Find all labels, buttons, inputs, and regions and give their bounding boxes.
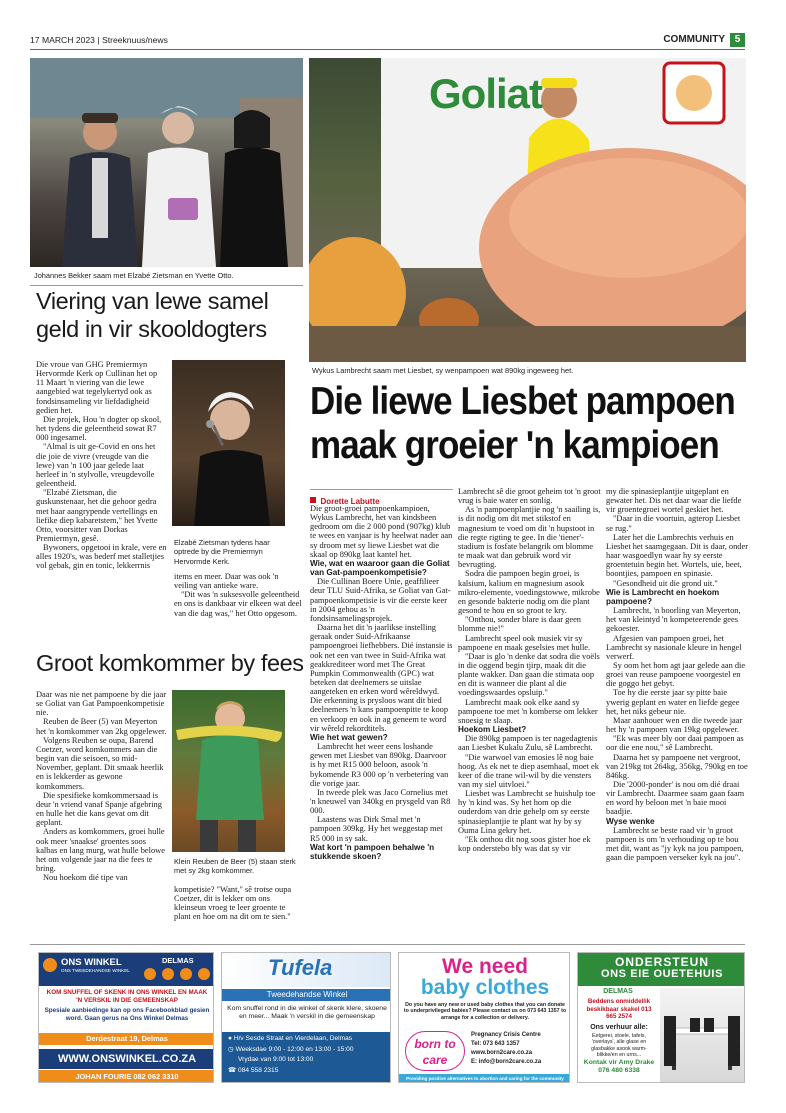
- facebook-icon[interactable]: [144, 968, 156, 980]
- story3-col1: [310, 504, 453, 940]
- story3-paragraph: Daarna het sy pampoene net vergroot, van 219kg tot 264kg, 356kg, 790kg en toe 846kg.: [606, 752, 748, 780]
- tufela-text: Kom snuffel rond in die winkel of skenk klere, skoene en meer... Maak 'n verskil in die gemeenskap: [227, 1005, 387, 1021]
- story1-col1: [36, 360, 167, 665]
- tufela-phone-text: 084 558 2315: [238, 1067, 279, 1074]
- story3-headline: Die liewe Liesbet pampoen maak groeier 'n kampioen: [310, 380, 735, 467]
- story3-paragraph: Lambrecht, 'n boorling van Meyerton, het van kleintyd 'n kompeteerende gees gekoester.: [606, 606, 741, 634]
- born2care-title2: baby clothes: [420, 976, 550, 999]
- story2-paragraph: Reuben de Beer (5) van Meyerton het 'n komkommer van 2kg opgelewer.: [36, 717, 167, 736]
- tufela-address-text: H/v Sesde Straat en Vierdelaan, Delmas: [233, 1035, 353, 1042]
- onswinkel-contact: JOHAN FOURIE 082 062 3310: [39, 1070, 214, 1083]
- ouetehuis-sale-title: Ons verhuur alle:: [590, 1024, 648, 1031]
- tufela-address: [228, 1035, 388, 1043]
- story3-paragraph: Lambrecht se beste raad vir 'n groot pampoen is om 'n verhouding op te bou met dit, want as "jy kyk na jou pampoen, gaan die pampoen verseker kyk na jou".: [606, 825, 744, 863]
- story2-paragraph: Anders as komkommers, groei hulle ook meer 'snaakse' groentes soos kalbas en lang murg, wat hulle belowe het om volgende jaar na die fees te bring.: [36, 827, 165, 873]
- story2-paragraph: Daar was nie net pampoene by die jaar se Goliat van Gat Pampoenkompetisie nie.: [36, 690, 166, 718]
- ouetehuis-town: DELMAS: [603, 988, 633, 995]
- born2care-title1: We need: [442, 955, 528, 978]
- story3-subheading: Wie is Lambrecht en hoekom pampoene?: [606, 587, 720, 606]
- story3-paragraph: Maar aanhouer wen en die tweede jaar het hy 'n pampoen van 19kg opgelewer.: [606, 715, 743, 735]
- header-rule: [30, 49, 745, 50]
- dining-table-photo: [660, 988, 744, 1082]
- story3-paragraph: "Ek onthou dit nog soos gister hoe ek kop onderstebo bly was dat sy vir: [458, 834, 591, 854]
- pumpkin-photo-banner: Goliat: [429, 70, 543, 117]
- story2-paragraph: kompetisie? "Want," sê trotse oupa Coetzer, dit is lekker om ons kleinseun vroeg te leer groente te plant en hoe om na dit om te sien.": [174, 885, 292, 922]
- tufela-hours1: [228, 1046, 388, 1054]
- story3-paragraph: Lambrecht het weer eens loshande gewen met Liesbet van 890kg. Daarvoor is hy met R15 000 beloon, asook 'n bykomende R3 000 op 'n verbetering van die vorige jaar.: [310, 742, 449, 788]
- pumpkin-photo: [309, 58, 746, 362]
- tufela-subtitle: Tweedehandse Winkel: [222, 989, 391, 1001]
- ads-rule: [30, 944, 745, 945]
- story3-subheading: Wat kort 'n pampoen behalwe 'n stukkende skoen?: [310, 842, 435, 861]
- story3-subheading: Wie het wat gewen?: [310, 732, 388, 742]
- story3-paragraph: Laastens was Dirk Smal met 'n pampoen 309kg. Hy het weggestap met R5 000 in sy sak.: [310, 815, 443, 843]
- story3-paragraph: "Daar is glo 'n denke dat sodra die voëls in die oggend begin tjirp, maak dit die plante wakker. Dan gaan die stimata oop en dit is wanneer die plant al die voedingswaardes opsluip.": [458, 651, 600, 698]
- phone-icon: ☎: [228, 1067, 239, 1074]
- onswinkel-brand: ONS WINKEL: [61, 957, 122, 968]
- page-number: 5: [730, 33, 745, 47]
- header-date: 17 MARCH 2023 | Streeknuus/news: [30, 35, 168, 45]
- byline-author: Dorette Labutte: [320, 497, 380, 506]
- story3-paragraph: Sy oom het hom agt jaar gelede aan die groei van reuse pampoene voorgestel en die goggo het gebyt.: [606, 660, 746, 689]
- party-photo-figures: [30, 58, 303, 267]
- story3-paragraph: Liesbet was Lambrecht se huishulp toe hy 'n kind was. Sy het hom op die ouderdom van drie gehelp om sy eerste spinasieplantjie te plant wat hy by sy Ouma Lina gekry het.: [458, 789, 596, 835]
- byline-marker: [310, 497, 316, 503]
- story3-byline: [310, 489, 453, 506]
- story3-paragraph: Lambrecht speel ook musiek vir sy pampoene en maak geselsies met hulle.: [458, 633, 591, 652]
- pumpkin-photo-caption: Wykus Lambrecht saam met Liesbet, sy wenpampoen wat 890kg ingeweeg het.: [312, 366, 574, 375]
- story3-paragraph: Lambrecht maak ook elke aand sy pampoene toe met 'n komberse om lekker snoesig te slaap.: [458, 697, 598, 725]
- onswinkel-line2: Spesiale aanbiedinge kan op ons Facebookblad gesien word. Gaan gerus na Ons Winkel Delmas: [44, 1007, 210, 1022]
- onswinkel-ad[interactable]: [38, 952, 214, 1083]
- story1-headline: Viering van lewe samel geld in vir skooldogters: [36, 288, 269, 342]
- story3-paragraph: "Onthou, sonder blare is daar geen blomme nie!": [458, 615, 581, 634]
- story3-col2: [458, 487, 601, 940]
- party-photo: [30, 58, 303, 267]
- cucumber-photo-figure: [172, 690, 285, 852]
- story3-subheading: Wie, wat en waaroor gaan die Goliat van Gat-pampoenkompetisie?: [310, 558, 450, 578]
- ouetehuis-title2: ONS EIE OUETEHUIS: [600, 968, 724, 980]
- story3-paragraph: Die 890kg pampoen is ter nagedagtenis aan Liesbet Kukalu Zulu, sê Lambrecht.: [458, 734, 598, 753]
- born2care-logo: born to care: [405, 1031, 465, 1071]
- story2-paragraph: Volgens Reuben se oupa, Barend Coetzer, word komkommers aan die begin van die seisoen, so mid-November, geplant. Dit smaak heerlik en is lekkerder as gewone komkommers.: [36, 735, 164, 791]
- instagram-icon[interactable]: [180, 968, 192, 980]
- story1-paragraph: items en meer. Daar was ook 'n veiling van antieke ware.: [174, 572, 279, 591]
- story3-paragraph: Daarna het dit 'n jaarlikse instelling geraak onder Suid-Afrikaanse pampoengroei liefhebbers. Dié instansie is ook net een van twee in Suid-Afrika wat geakkrediteer word met The Great Pumpkin Commonwealth (GPC) wat beteken dat deelnemers se uitslae aangeteken en erken word wêreldwyd. Die erkenning is prysloos want dit bied deelnemers 'n kans pampoenpitte te koop en verkoop en ook in ag geneem te word vir wêreld rekordtitels.: [310, 623, 453, 733]
- tufela-ad[interactable]: [221, 952, 391, 1083]
- onswinkel-url[interactable]: WWW.ONSWINKEL.CO.ZA: [39, 1049, 214, 1069]
- header-section: COMMUNITY: [663, 34, 725, 45]
- story3-paragraph: Die groot-groei pampoenkampioen, Wykus Lambrecht, het van kindsbeen gedroom om die 2 000 pond (907kg) klub te wees en vanjaar is hy heelwat nader aan sy droom met sy liewe Liesbet wat die skaal op 890kg laat kantel het.: [310, 504, 453, 559]
- story3-paragraph: Toe hy die eerste jaar sy pitte baie ywerig geplant en water en liefde gegee het, het niks gebeur nie.: [606, 688, 740, 716]
- onswinkel-logo-icon: [43, 958, 57, 972]
- tufela-hours2: Vrydae van 9:00 tot 13:00: [238, 1056, 314, 1063]
- clock-icon: ◷: [228, 1046, 236, 1053]
- page-header: [30, 33, 745, 49]
- story1-paragraph: Bywoners, opgetooi in krale, vere en alles 1920's, was bederf met stalletjies vol gebak, gin en tonic, lekkerrnis: [36, 543, 167, 571]
- onswinkel-social-icons: [144, 967, 212, 981]
- story1-paragraph: Die vroue van GHG Premiermyn Hervormde Kerk op Cullinan het op 11 Maart 'n viering van die lewe aangebied wat tegelykertyd ook as fondsinsameling vir liefdadigheid gedien het.: [36, 360, 158, 415]
- story3-paragraph: Afgesien van pampoen groei, het Lambrecht sy nasionale kleure in hengel verwerf.: [606, 633, 742, 661]
- onswinkel-address: Derdestraat 19, Delmas: [39, 1033, 214, 1045]
- story1-paragraph: "Almal is uit ge-Covid en ons het die joie de vivre (vreugde van die lewe) van 'n 100 jaar gelede laat herleef in 'n stylvolle, vreugdevolle geleentheid.: [36, 442, 156, 489]
- story3-paragraph: "Die warwoel van emosies lê nog baie hoog. As ek net te diep asemhaal, moet ek keer of die trane wil-wil by die vensters van my siel uitvloei.": [458, 752, 599, 789]
- story1-paragraph: Die projek, Hou 'n dogter op skool, het tydens die geleentheid sowat R7 000 ingesamel.: [36, 414, 162, 443]
- cucumber-photo: [172, 690, 285, 852]
- born2care-email[interactable]: E: info@born2care.co.za: [471, 1059, 542, 1065]
- story1-rule: [30, 285, 303, 286]
- ouetehuis-ad[interactable]: [577, 952, 745, 1083]
- story3-col3: [606, 487, 749, 940]
- story3-subheading: Hoekom Liesbet?: [458, 725, 527, 735]
- twitter-icon[interactable]: [162, 968, 174, 980]
- ouetehuis-sale-items: Eetgerei, stoele, tafels, 'overlays', alle glase en glasbakke asook warm-blikke/en en urns...: [591, 1033, 647, 1059]
- story2-col1: [36, 690, 167, 930]
- singer-photo-caption: Elzabé Zietsman tydens haar optrede by die Premiermyn Hervormde Kerk.: [174, 538, 270, 566]
- story3-paragraph: Lambrecht sê die groot geheim tot 'n groot vrug is baie water en sonlig.: [458, 487, 601, 506]
- born2care-text: Do you have any new or used baby clothes that you can donate to underprivileged babies? Please contact us on 073 643 1357 to arrange for a collection or delivery.: [403, 1002, 567, 1021]
- story3-paragraph: As 'n pampoenplantjie nog 'n saailing is, is dit nodig om dit met stikstof en magnesium te voed om dit 'n hupstoot in die regte rigting te gee. In die 'tiener'-stadium is fosfate belangrik om blomme te maak wat dan gebruik word vir bevrugting.: [458, 505, 601, 570]
- story1-paragraph: "Dit was 'n suksesvolle geleentheid en ons is dankbaar vir elkeen wat deel van die dag was," het Otto opgesom.: [174, 590, 302, 618]
- onswinkel-tagline: ONS TWEEDEHANDSE WINKEL: [61, 968, 130, 973]
- ouetehuis-contact: Kontak vir Amy Drake 076 480 6338: [583, 1059, 655, 1074]
- story3-paragraph: Die Cullinan Boere Unie, geaffilieer deur TLU Suid-Afrika, se Goliat van Gat-pampoenkompetisie is vir die eerste keer in 2004 gehou as 'n fondsinsamelingsprojek.: [310, 577, 451, 623]
- tufela-phone: [228, 1067, 388, 1075]
- story3-paragraph: "Gesondheid uit die grond uit.": [613, 578, 718, 588]
- story3-paragraph: Die '2000-ponder' is nou om dié draai vir Lambrecht. Daarmee saam gaan faam en word hy beloon met 'n baie mooi baadjie.: [606, 780, 745, 817]
- story1-paragraph: "Elzabé Zietsman, die guskunstenaar, het die gehoor gedra met haar aangrypende vertellings en liefike diep kabaretstem," het Yvette Otto, voorsitter van Dorkas Premiermyn, gesê.: [36, 488, 158, 543]
- singer-photo-figure: [172, 360, 285, 526]
- born2care-footer: Providing positive alternatives to abortion and caring for the community: [399, 1074, 570, 1083]
- onswinkel-line1: KOM SNUFFEL OF SKENK IN ONS WINKEL EN MAAK 'N VERSKIL IN DIE GEMEENSKAP: [46, 989, 208, 1004]
- story2-paragraph: Nou hoekom dié tipe van: [43, 873, 128, 883]
- youtube-icon[interactable]: [198, 968, 210, 980]
- onswinkel-town: DELMAS: [162, 956, 194, 965]
- ouetehuis-wanted: Beddens onmiddellik beskikbaar skakel 013 665 2574: [586, 998, 652, 1021]
- dining-table-illustration: [660, 988, 744, 1082]
- story3-subheading: Wyse wenke: [606, 816, 655, 826]
- story3-paragraph: my die spinasieplantjie uitgeplant en gewater het. Dis net daar waar die liefde vir groentegroei wortel geskiet het.: [606, 487, 742, 515]
- story3-paragraph: "Ek was meer bly oor daai pampoen as oor die ene nou," sê Lambrecht.: [606, 734, 744, 753]
- story2-headline: Groot komkommer by fees: [36, 650, 304, 676]
- story3-paragraph: Later het die Lambrechts verhuis en Liesbet het saamgegaan. Dit is daar, onder haar wasgoedlyn waar hy sy eerste groentetuin begin het. Wortels, uie, beet, boontjies, pampoen en spinasie.: [606, 532, 748, 579]
- party-photo-caption: Johannes Bekker saam met Elzabé Zietsman en Yvette Otto.: [34, 271, 234, 280]
- born2care-web[interactable]: www.born2care.co.za: [471, 1050, 533, 1056]
- story2-paragraph: Die spesifieke komkommersaad is deur 'n vriend vanaf Spanje afgebring en hulle het die kans gevat om dit geplant.: [36, 790, 162, 828]
- singer-photo: [172, 360, 285, 526]
- story1-col2: [174, 572, 302, 622]
- born2care-ad[interactable]: [398, 952, 570, 1083]
- born2care-tel: Tel: 073 643 1357: [471, 1041, 520, 1047]
- story3-paragraph: Sodra die pampoen begin groei, is kalsium, kalium en magnesium asook mikro-elemente, voedingstowwe, mikrobe en gesonde bakterie nodig om die plant gesond te hou en so groot te kry.: [458, 569, 600, 616]
- tufela-brand: Tufela: [268, 955, 333, 980]
- story3-paragraph: "Daar in die voortuin, agterop Liesbet se rug.": [606, 514, 741, 533]
- ouetehuis-title1: ONDERSTEUN: [614, 955, 709, 969]
- story3-paragraph: In tweede plek was Jaco Cornelius met 'n kneuwel van 340kg en prysgeld van R8 000.: [310, 787, 451, 816]
- tufela-hours1-text: Weeksdae 9:00 - 12:00 en 13:00 - 15:00: [235, 1046, 354, 1053]
- story2-col2: [174, 885, 302, 933]
- born2care-centre: Pregnancy Crisis Centre: [471, 1032, 541, 1038]
- cucumber-photo-caption: Klein Reuben de Beer (5) staan sterk met sy 2kg komkommer.: [174, 857, 296, 876]
- location-icon: ●: [228, 1035, 234, 1042]
